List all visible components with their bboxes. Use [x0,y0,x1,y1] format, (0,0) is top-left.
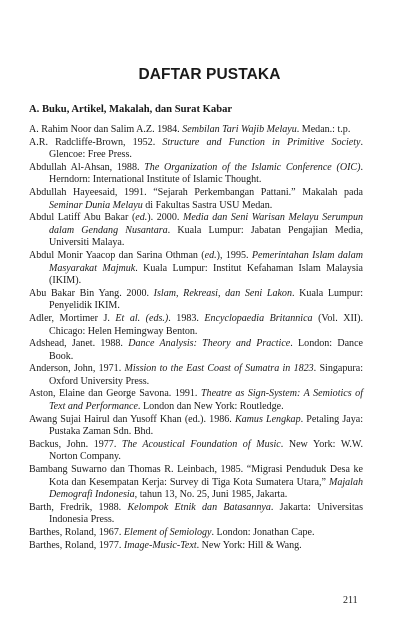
reference-title: ed. [204,249,217,261]
reference-title: Islam, Rekreasi, dan Seni Lakon [153,287,292,299]
reference-title: Majalah Demografi Indonesia [49,476,363,501]
reference-entry [29,124,363,137]
reference-entry [29,502,363,527]
reference-text: (Vol. XII). Chicago: Helen Hemingway Benton. [49,312,364,337]
reference-text: . Glencoe: Free Press. [49,136,363,161]
reference-title: Seminar Dunia Melayu [49,199,143,211]
reference-title: Mission to the East Coast of Sumatra in 1823 [124,363,314,375]
reference-text: Abdul Latiff Abu Bakar ( [29,212,136,224]
reference-text: . London dan New York: Routledge. [137,401,284,413]
reference-title: Element of Semiology [123,527,212,538]
reference-text: Abdul Monir Yaacop dan Sarina Othman ( [29,249,205,261]
reference-text: Backus, John. 1977. [29,438,122,450]
reference-text: . Petaling Jaya: Pustaka Zaman Sdn. Bhd. [49,413,363,438]
reference-text: Adshead, Janet. 1988. [29,338,129,350]
reference-title: Theatre as Sign-System: A Semiotics of Text and Performance [49,388,363,413]
reference-entry [29,137,363,162]
reference-entry [29,363,363,388]
reference-entry [29,527,363,540]
reference-text: A.R. Radcliffe-Brown, 1952. [29,136,163,148]
reference-text: Abdullah Al-Ahsan, 1988. [29,161,145,173]
page-title: DAFTAR PUSTAKA [138,66,281,83]
reference-title: Kelompok Etnik dan Batasannya [127,501,271,513]
reference-text: ), 1995. [216,249,252,261]
reference-title: Encyclopaedia Britannica [204,312,313,324]
reference-text: . London: Jonathan Cape. [211,527,315,538]
reference-text: ). 2000. [147,212,183,224]
reference-text: Anderson, John, 1971. [29,363,125,375]
reference-title: Structure and Function in Primitive Society [162,136,361,148]
reference-title: Dance Analysis: Theory and Practice [128,338,291,350]
reference-title: The Acoustical Foundation of Music [121,438,281,450]
reference-text: A. Rahim Noor dan Salim A.Z. 1984. [29,124,183,135]
reference-text: , tahun 13, No. 25, Juni 1985, Jakarta. [134,489,288,501]
reference-text: Bambang Suwarno dan Thomas R. Leinbach, 1985. “Migrasi Penduduk Desa ke Kota dan Kesempatan Kerja: Survey di Tiga Kota Sumatera Utara,” [29,464,363,488]
reference-entry [29,414,363,439]
reference-title: ed. [135,212,148,224]
reference-entry [29,388,363,413]
reference-text: Abu Bakar Bin Yang. 2000. [29,287,154,299]
reference-text: . New York: W.W. Norton Company. [49,438,363,463]
reference-title: Kamus Lengkap [234,413,301,425]
reference-text: Barthes, Roland, 1967. [29,527,124,538]
reference-entry [29,464,363,502]
reference-text: . Kuala Lumpur: Jabatan Pengajian Media, Universiti Malaya. [49,224,363,249]
reference-text: . Kuala Lumpur: Penyelidik IKIM. [49,287,363,312]
reference-text: Barthes, Roland, 1977. [29,539,124,551]
reference-text: . Kuala Lumpur: Institut Kefahaman Islam Malaysia (IKIM). [49,262,363,287]
reference-entry [29,439,363,464]
reference-entry [29,250,363,288]
reference-entry [29,288,363,313]
reference-text: . 1983. [168,312,205,324]
reference-text: Adler, Mortimer J. [29,312,116,324]
section-heading: A. Buku, Artikel, Makalah, dan Surat Kabar [29,104,233,115]
reference-text: Barth, Fredrik, 1988. [29,501,128,513]
reference-text: . Jakarta: Universitas Indonesia Press. [49,501,363,526]
reference-text: . New York: Hill & Wang. [196,539,302,551]
reference-entry [29,187,363,212]
reference-title: Et al. (eds.) [115,312,169,324]
reference-text: Abdullah Hayeesaid, 1991. “Sejarah Perkembangan Pattani.” Makalah pada [29,186,363,198]
reference-text: . Herndorn: International Institute of Islamic Thought. [49,161,363,186]
reference-title: Pemerintahan Islam dalam Masyarakat Majmuk [49,249,363,274]
reference-text: . Singapura: Oxford University Press. [49,363,363,387]
reference-title: Sembilan Tari Wajib Melayu [182,124,297,135]
reference-text: . London: Dance Book. [49,338,363,362]
reference-text: di Fakultas Sastra USU Medan. [142,199,273,211]
page-number: 211 [343,595,358,606]
reference-text: Awang Sujai Hairul dan Yusoff Khan (ed.). 1986. [29,413,235,425]
reference-title: The Organization of the Islamic Conference (OIC) [144,161,361,173]
reference-title: Media dan Seni Warisan Melayu Serumpun dalam Gendang Nusantara [49,212,363,236]
reference-entry [29,212,363,250]
reference-text: . Medan.: t.p. [296,124,351,135]
reference-entry [29,338,363,363]
reference-text: Aston, Elaine dan George Savona. 1991. [29,388,201,400]
reference-list [29,124,363,552]
reference-title: Image-Music-Text [123,539,197,551]
reference-entry [29,162,363,187]
reference-entry [29,313,363,338]
reference-entry [29,540,363,553]
